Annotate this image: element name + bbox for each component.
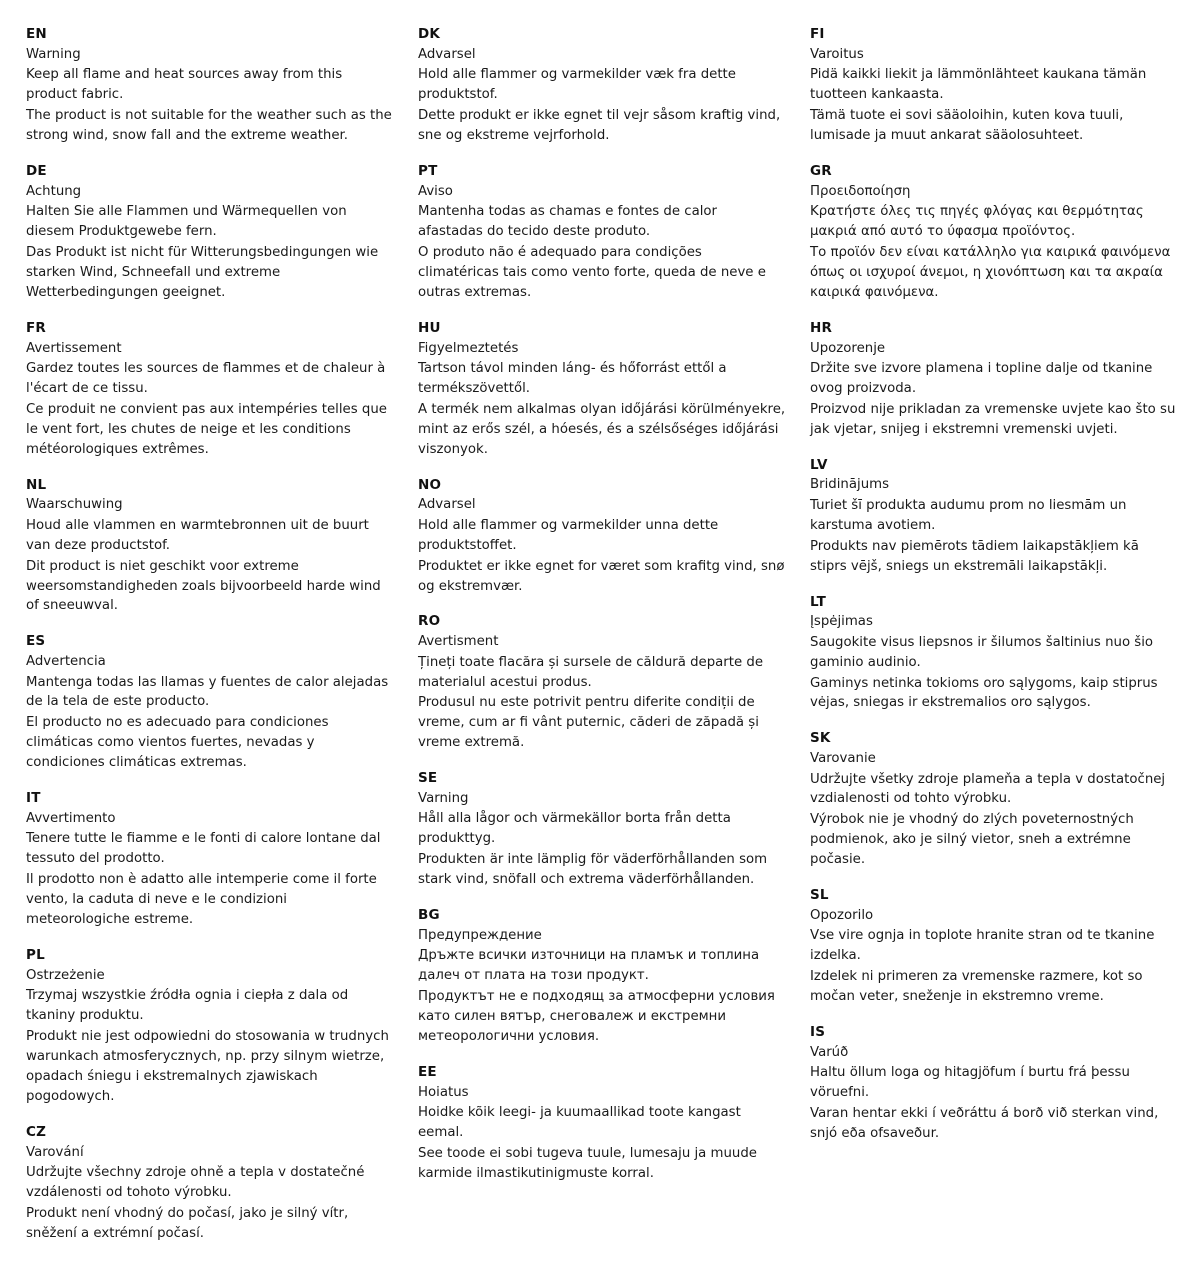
- language-block-gr: [810, 163, 1178, 303]
- language-code: NL: [26, 476, 47, 493]
- warning-paragraph: Dette produkt er ikke egnet til vejr såsom kraftig vind, sne og ekstreme vejrforhold.: [418, 108, 781, 143]
- language-block-pl: [26, 947, 394, 1107]
- language-block-cz: [26, 1124, 394, 1244]
- language-block-fr: [26, 320, 394, 460]
- language-code: SE: [418, 770, 438, 787]
- warning-paragraph: Tämä tuote ei sovi sääoloihin, kuten kova tuuli, lumisade ja muut ankarat sääolosuhteet.: [810, 108, 1124, 143]
- warning-heading: Varoitus: [810, 46, 864, 62]
- warning-heading: Varování: [26, 1144, 84, 1160]
- language-code: EN: [26, 26, 47, 42]
- warning-heading: Upozorenje: [810, 340, 886, 356]
- warning-paragraph: Das Produkt ist nicht für Witterungsbedingungen wie starken Wind, Schneefall und extreme Wetterbedingungen geeignet.: [26, 244, 379, 300]
- warning-paragraph: Tenere tutte le fiamme e le fonti di calore lontane dal tessuto del prodotto.: [26, 831, 381, 867]
- warning-paragraph: O produto não é adequado para condições climatéricas tais como vento forte, queda de neve e outras extremas.: [418, 244, 766, 300]
- warning-paragraph: Gaminys netinka tokioms oro sąlygoms, kaip stiprus vėjas, sniegas ir ekstremalios oro sąlygos.: [810, 675, 1158, 711]
- language-block-es: [26, 633, 394, 773]
- language-code: SL: [810, 887, 829, 904]
- language-code: PL: [26, 947, 45, 964]
- language-block-de: [26, 163, 394, 303]
- language-code: FI: [810, 26, 825, 42]
- warning-paragraph: Håll alla lågor och värmekällor borta från detta produkttyg.: [418, 811, 731, 847]
- language-block-hu: [418, 320, 786, 460]
- warning-paragraph: Mantenha todas as chamas e fontes de calor afastadas do tecido deste produto.: [418, 204, 718, 239]
- warning-paragraph: Udržujte všetky zdroje plameňa a tepla v dostatočnej vzdialenosti od tohto výrobku.: [810, 771, 1166, 807]
- warning-heading: Varúð: [810, 1044, 849, 1060]
- warning-paragraph: Izdelek ni primeren za vremenske razmere, kot so močan veter, sneženje in ekstremno vreme.: [810, 969, 1143, 1005]
- language-block-ee: [418, 1064, 786, 1184]
- warning-heading: Varning: [418, 791, 469, 807]
- language-column-2: [418, 26, 786, 1201]
- warning-heading: Avertisment: [418, 634, 499, 650]
- warning-heading: Aviso: [418, 183, 453, 199]
- language-block-sl: [810, 887, 1178, 1007]
- warning-paragraph: Dit product is niet geschikt voor extreme weersomstandigheden zoals bijvoorbeeld harde wind of sneeuwval.: [26, 558, 381, 614]
- language-block-no: [418, 477, 786, 597]
- warning-heading: Waarschuwing: [26, 497, 123, 513]
- language-block-pt: [418, 163, 786, 303]
- language-block-dk: [418, 26, 786, 146]
- warning-paragraph: Produkt nie jest odpowiedni do stosowania w trudnych warunkach atmosferycznych, np. przy silnym wietrze, opadach śniegu i ekstremalnych zjawiskach pogodowych.: [26, 1029, 389, 1104]
- warning-paragraph: The product is not suitable for the weather such as the strong wind, snow fall and the extreme weather.: [26, 108, 392, 143]
- language-code: PT: [418, 162, 438, 179]
- language-block-lt: [810, 594, 1178, 714]
- warning-paragraph: Tartson távol minden láng- és hőforrást ettől a termékszövettől.: [418, 360, 727, 396]
- warning-paragraph: See toode ei sobi tugeva tuule, lumesaju ja muude karmide ilmastikutinigmuste korral.: [418, 1146, 757, 1181]
- language-code: LT: [810, 593, 826, 610]
- language-code: FR: [26, 319, 47, 336]
- warning-paragraph: A termék nem alkalmas olyan időjárási körülményekre, mint az erős szél, a hóesés, és a szélsőséges időjárási viszonyok.: [418, 401, 786, 457]
- warning-paragraph: Produkt není vhodný do počasí, jako je silný vítr, sněžení a extrémní počasí.: [26, 1205, 349, 1241]
- warning-paragraph: Κρατήστε όλες τις πηγές φλόγας και θερμότητας μακριά από αυτό το ύφασμα προϊόντος.: [810, 204, 1144, 239]
- language-block-is: [810, 1024, 1178, 1144]
- warning-heading: Bridinājums: [810, 477, 889, 493]
- language-column-3: [810, 26, 1178, 1161]
- warning-paragraph: Hold alle flammer og varmekilder væk fra dette produktstof.: [418, 67, 736, 103]
- warning-heading: Advarsel: [418, 46, 476, 62]
- language-code: NO: [418, 476, 442, 493]
- warning-paragraph: Το προϊόν δεν είναι κατάλληλο για καιρικά φαινόμενα όπως οι ισχυροί άνεμοι, η χιονόπτωση και τα ακραία καιρικά φαινόμενα.: [810, 244, 1171, 300]
- language-code: RO: [418, 613, 441, 630]
- language-code: HR: [810, 319, 833, 336]
- warning-paragraph: Halten Sie alle Flammen und Wärmequellen von diesem Produktgewebe fern.: [26, 204, 347, 239]
- warning-paragraph: Produsul nu este potrivit pentru diferite condiții de vreme, cum ar fi vânt puternic, căderi de zăpadă și vreme extremă.: [418, 695, 759, 751]
- language-code: GR: [810, 162, 832, 179]
- language-block-se: [418, 770, 786, 890]
- warning-paragraph: El producto no es adecuado para condiciones climáticas como vientos fuertes, nevadas y condiciones climáticas extremas.: [26, 715, 329, 771]
- warning-paragraph: Výrobok nie je vhodný do zlých poveternostných podmienok, ako je silný vietor, sneh a extrémne počasie.: [810, 812, 1134, 868]
- warning-heading: Achtung: [26, 183, 82, 199]
- warning-heading: Avvertimento: [26, 811, 116, 827]
- language-code: SK: [810, 730, 831, 747]
- warning-paragraph: Udržujte všechny zdroje ohně a tepla v dostatečné vzdálenosti od tohoto výrobku.: [26, 1164, 365, 1200]
- warning-heading: Advarsel: [418, 497, 476, 513]
- warning-paragraph: Turiet šī produkta audumu prom no liesmām un karstuma avotiem.: [810, 497, 1127, 533]
- warning-paragraph: Gardez toutes les sources de flammes et de chaleur à l'écart de ce tissu.: [26, 360, 386, 396]
- warning-paragraph: Držite sve izvore plamena i topline dalje od tkanine ovog proizvoda.: [810, 360, 1153, 396]
- warning-heading: Figyelmeztetés: [418, 340, 519, 356]
- language-code: DK: [418, 26, 441, 42]
- warning-heading: Ostrzeżenie: [26, 967, 105, 983]
- warning-paragraph: Mantenga todas las llamas y fuentes de calor alejadas de la tela de este producto.: [26, 674, 389, 710]
- warning-paragraph: Дръжте всички източници на пламък и топлина далеч от плата на този продукт.: [418, 948, 760, 984]
- warning-paragraph: Pidä kaikki liekit ja lämmönlähteet kaukana tämän tuotteen kankaasta.: [810, 67, 1147, 103]
- warning-paragraph: Keep all flame and heat sources away from this product fabric.: [26, 67, 343, 103]
- warning-paragraph: Il prodotto non è adatto alle intemperie come il forte vento, la caduta di neve e le condizioni meteorologiche estreme.: [26, 872, 377, 928]
- language-block-sk: [810, 730, 1178, 870]
- language-block-lv: [810, 457, 1178, 577]
- warning-paragraph: Proizvod nije prikladan za vremenske uvjete kao što su jak vjetar, snijeg i ekstremni vremenski uvjeti.: [810, 401, 1176, 437]
- warning-heading: Предупреждение: [418, 928, 542, 944]
- warning-heading: Opozorilo: [810, 908, 874, 924]
- warning-heading: Varovanie: [810, 751, 876, 767]
- language-column-1: [26, 26, 394, 1261]
- language-block-ro: [418, 613, 786, 753]
- warning-paragraph: Varan hentar ekki í veðráttu á borð við sterkan vind, snjó eða ofsaveður.: [810, 1106, 1159, 1142]
- warning-heading: Įspėjimas: [810, 614, 873, 630]
- language-block-bg: [418, 907, 786, 1047]
- warning-heading: Warning: [26, 46, 81, 62]
- language-block-fi: [810, 26, 1178, 146]
- warning-heading: Προειδοποίηση: [810, 183, 911, 199]
- language-block-en: [26, 26, 394, 146]
- warning-paragraph: Продуктът не е подходящ за атмосферни условия като силен вятър, снеговалеж и екстремни метеорологични условия.: [418, 989, 775, 1045]
- language-block-it: [26, 790, 394, 930]
- language-code: HU: [418, 319, 441, 336]
- language-code: LV: [810, 456, 828, 473]
- warning-heading: Hoiatus: [418, 1084, 469, 1100]
- language-block-hr: [810, 320, 1178, 440]
- language-block-nl: [26, 477, 394, 617]
- warning-paragraph: Produkts nav piemērots tādiem laikapstākļiem kā stiprs vējš, sniegs un ekstremāli laikapstākļi.: [810, 538, 1139, 574]
- language-code: EE: [418, 1063, 437, 1080]
- language-code: IS: [810, 1024, 826, 1041]
- warning-paragraph: Trzymaj wszystkie źródła ognia i ciepła z dala od tkaniny produktu.: [26, 988, 349, 1024]
- warning-paragraph: Saugokite visus liepsnos ir šilumos šaltinius nuo šio gaminio audinio.: [810, 634, 1154, 670]
- language-code: BG: [418, 907, 440, 924]
- warning-paragraph: Produkten är inte lämplig för väderförhållanden som stark vind, snöfall och extrema väderförhållanden.: [418, 852, 768, 888]
- warning-paragraph: Hold alle flammer og varmekilder unna dette produktstoffet.: [418, 517, 719, 553]
- language-code: DE: [26, 162, 47, 179]
- warning-paragraph: Vse vire ognja in toplote hranite stran od te tkanine izdelka.: [810, 928, 1155, 964]
- warning-heading: Avertissement: [26, 340, 122, 356]
- warning-paragraph: Houd alle vlammen en warmtebronnen uit de buurt van deze productstof.: [26, 517, 369, 553]
- warning-paragraph: Hoidke kõik leegi- ja kuumaallikad toote kangast eemal.: [418, 1105, 741, 1141]
- warning-paragraph: Țineți toate flacăra și sursele de căldură departe de materialul acestui produs.: [418, 654, 764, 690]
- warning-paragraph: Produktet er ikke egnet for været som krafitg vind, snø og ekstremvær.: [418, 558, 785, 594]
- columns-container: [26, 26, 1176, 1241]
- language-code: ES: [26, 633, 46, 650]
- language-code: IT: [26, 790, 41, 807]
- warning-paragraph: Haltu öllum loga og hitagjöfum í burtu frá þessu vöruefni.: [810, 1065, 1130, 1101]
- warning-paragraph: Ce produit ne convient pas aux intempéries telles que le vent fort, les chutes de neige et les conditions météorologiques extrêmes.: [26, 401, 387, 457]
- warning-heading: Advertencia: [26, 654, 106, 670]
- language-code: CZ: [26, 1123, 47, 1140]
